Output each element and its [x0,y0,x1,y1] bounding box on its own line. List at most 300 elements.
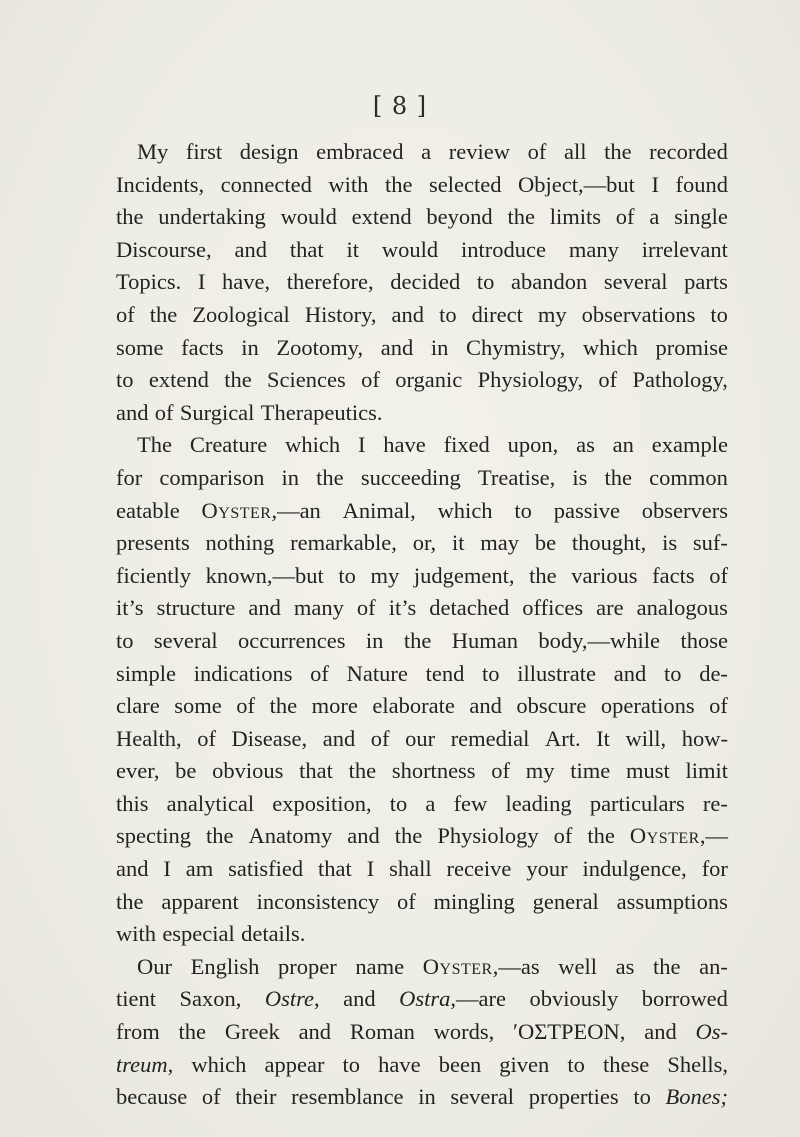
word-fragment: am [185,856,214,882]
word [514,495,532,528]
word-fragment: and [248,595,281,621]
word [426,201,492,234]
text-line [116,853,728,886]
word [225,1016,280,1049]
word-fragment: have [378,1051,421,1077]
word [357,592,376,625]
word [662,527,677,560]
word [116,918,156,951]
word [310,658,329,691]
word [444,429,490,462]
word [372,690,454,723]
word-fragment: which [582,334,638,360]
word [241,332,259,365]
word [569,234,619,267]
word [290,234,324,267]
word-fragment: that [299,758,333,784]
text-line [116,625,728,658]
word [423,951,540,984]
word-fragment: many [568,236,619,262]
word [567,1049,585,1082]
word-fragment: the [348,758,377,784]
word-fragment: observers [641,497,728,523]
word [452,527,465,560]
word-fragment: I [366,856,375,882]
word [505,788,571,821]
word-fragment: decided [390,269,461,295]
text-line [116,169,728,202]
word-fragment: to [389,790,408,816]
word-fragment: with [328,171,369,197]
word-fragment: ever, [116,758,160,784]
word [116,169,204,202]
text-line [116,918,728,951]
word [644,1016,677,1049]
word-fragment: parts [684,269,728,295]
word [385,169,413,202]
word-fragment: given [499,1051,550,1077]
word-fragment: the [116,888,144,914]
word [272,788,371,821]
word [434,886,515,919]
word [212,755,283,788]
word [675,169,728,202]
word-fragment: the [529,562,557,588]
word-fragment: upon, [507,432,559,458]
word-fragment: Oyster [201,497,272,523]
word-fragment: all [563,139,587,164]
word-fragment: to [633,1084,651,1110]
word-fragment: review [448,139,510,164]
word-fragment: obvious [212,758,284,784]
word [582,299,696,332]
text-line [116,266,728,299]
word [603,1049,649,1082]
word-fragment: shortness [391,758,476,784]
word [116,462,142,495]
word [116,886,144,919]
word [116,234,212,267]
word-fragment: I [651,171,659,197]
word [699,658,728,691]
word-fragment: undertaking [158,204,266,230]
word [116,853,149,886]
word-fragment: from [116,1019,160,1045]
word-fragment: leading [505,790,572,816]
word [449,136,510,169]
word [149,364,209,397]
word [240,136,299,169]
word-fragment: those [680,627,728,653]
word-fragment: with [116,921,157,947]
word-fragment: ,—are [450,986,506,1012]
word [583,332,638,365]
word [472,299,523,332]
text-line [116,234,728,267]
word-fragment: and [322,725,356,751]
word-fragment: Physiology [437,823,539,849]
word-fragment: particulars [589,790,685,816]
word [116,1081,187,1114]
word [651,169,659,202]
word-fragment: to [342,1051,361,1077]
word [116,495,180,528]
word-fragment: History, [304,301,377,327]
word [389,592,417,625]
word [287,266,374,299]
word-fragment: found [675,171,728,197]
word [709,690,728,723]
word-fragment: Sciences [267,367,346,393]
word-fragment: of [370,725,390,751]
word-fragment: de- [699,660,728,686]
word [545,723,581,756]
word [257,886,379,919]
word [439,299,457,332]
word [517,658,596,691]
word [682,723,728,756]
word-fragment: promise [655,334,728,360]
word-fragment: and [347,823,380,849]
word [439,1049,481,1082]
word-fragment: inconsistency [256,888,380,914]
word-fragment: of [154,399,174,425]
word [477,266,495,299]
word [352,201,412,234]
word [604,136,632,169]
word [554,495,620,528]
word-fragment: to [482,660,500,686]
text-line [116,462,728,495]
word [349,755,377,788]
word [582,853,686,886]
word-fragment: extend [351,204,412,230]
word [162,918,234,951]
word-fragment: well [558,953,597,979]
word [390,788,408,821]
word [316,136,403,169]
word-fragment: shall [389,856,432,882]
word-fragment: an- [699,953,728,979]
word [399,983,506,1016]
word [299,755,333,788]
word [684,266,728,299]
word-fragment: the [587,823,615,849]
word-fragment: assumptions [616,888,728,914]
word [202,1081,221,1114]
word-fragment: details. [241,921,306,947]
word [529,560,557,593]
word-fragment: name [355,953,405,979]
word [116,625,134,658]
word [421,136,431,169]
word-fragment: Anatomy [248,823,333,849]
text-line [116,527,728,560]
word [116,332,164,365]
word [316,462,344,495]
word-fragment: a [649,204,660,230]
word-fragment: passive [553,497,620,523]
word [404,625,432,658]
word [572,462,587,495]
word [305,299,377,332]
word-fragment: the [178,1019,207,1045]
text-line [116,690,728,723]
word-fragment: are [596,595,624,621]
word-fragment: my [537,301,567,327]
word [695,1016,728,1049]
word-fragment: of [615,204,635,230]
word [511,266,587,299]
word-fragment: Incidents, [116,171,205,197]
text-line [116,201,728,234]
word [518,169,635,202]
word [234,234,267,267]
word [371,723,390,756]
word-fragment: Greek [224,1019,280,1045]
word [653,951,681,984]
word-fragment: the [507,204,535,230]
word-fragment: Human [451,627,518,653]
word [680,625,728,658]
word [507,201,535,234]
word-fragment: would [381,236,439,262]
word-fragment: ,— [699,823,728,849]
word-fragment: treum [116,1051,168,1077]
word [649,462,728,495]
word [158,201,265,234]
word [179,983,241,1016]
word-fragment: Discourse, [116,236,212,262]
text-line [116,560,728,593]
word [633,1081,651,1114]
word [526,755,555,788]
word-fragment: Shells, [667,1051,728,1077]
word-fragment: Ostra [399,986,451,1012]
word [343,983,376,1016]
word [228,853,303,886]
word-fragment: recorded [649,139,728,164]
word-fragment: detached [429,595,510,621]
word [450,1081,514,1114]
word [616,951,635,984]
word [685,755,728,788]
word-fragment: apparent [161,888,239,914]
word [446,853,511,886]
word-fragment: irrelevant [641,236,728,262]
word-fragment: be [175,758,197,784]
word-fragment: fixed [443,432,490,458]
word [381,332,414,365]
word-fragment: tient [116,986,156,1012]
word-fragment: judgement, [413,562,515,588]
word-fragment: the [224,367,252,393]
word-fragment: my [525,758,555,784]
text-line [116,658,728,691]
word [418,1081,436,1114]
word [347,658,408,691]
word-fragment: , [167,1051,174,1077]
word [290,527,397,560]
word [343,495,416,528]
word-fragment: selected [429,171,502,197]
word-fragment: of [396,888,416,914]
word [159,462,264,495]
page-number: [ 8 ] [372,92,428,120]
word [642,495,728,528]
word [155,397,174,430]
word [535,527,556,560]
word [616,201,635,234]
word-fragment: observations [581,301,696,327]
word [358,429,366,462]
word-fragment: our [405,725,436,751]
word-fragment: Our [137,953,172,979]
word-fragment: Oyster [422,953,493,979]
word [558,951,597,984]
word-fragment: Art. [544,725,581,751]
body-text [116,136,728,1114]
word [397,886,416,919]
word [281,201,337,234]
word [202,495,321,528]
word [613,429,634,462]
word-fragment: elaborate [372,693,455,719]
word-fragment: is [662,530,678,556]
word-fragment: of [491,758,511,784]
word-fragment: Pathology, [632,367,728,393]
word-fragment: the [384,171,413,197]
word [522,592,583,625]
word [235,1081,276,1114]
word-fragment: remedial [450,725,530,751]
word-fragment: of [310,660,329,686]
word-fragment: thought, [571,530,647,556]
word [431,332,449,365]
word [355,951,404,984]
word [186,136,222,169]
word-fragment: and [391,301,425,327]
word [291,1081,403,1114]
word [454,788,488,821]
word [699,951,728,984]
word-fragment: and [116,856,149,882]
word-fragment: it [346,236,359,262]
word [452,625,518,658]
word-fragment: proper [278,953,337,979]
word [232,723,308,756]
word-fragment: ,—as [492,953,540,979]
word-fragment: of [709,562,728,588]
word-fragment: for [116,464,143,490]
word-fragment: the [316,464,344,490]
word-fragment: known,—but [205,562,324,588]
word [276,332,363,365]
word-fragment: and [469,693,502,719]
word [630,820,728,853]
word [181,332,223,365]
text-line [116,495,728,528]
word [299,1016,332,1049]
word [395,364,462,397]
word-fragment: design [239,139,299,164]
word-fragment: ʹΟΣΤΡΕΟΝ, [513,1019,626,1045]
word [529,1081,619,1114]
word-fragment: is [572,464,588,490]
word-fragment: of [197,725,216,751]
text-line [116,1049,728,1082]
word [378,1049,420,1082]
word-fragment: nothing [205,530,275,556]
text-line [116,299,728,332]
word-fragment: it [451,530,465,556]
word-fragment: a [421,139,432,164]
word-fragment: words, [433,1019,495,1045]
word [154,625,218,658]
word-fragment: or, [412,530,437,556]
word-fragment: appear [264,1051,325,1077]
word [116,690,160,723]
word-fragment: Treatise, [477,464,556,490]
word-fragment: illustrate [517,660,597,686]
word [382,234,438,267]
word-fragment: succeeding [360,464,461,490]
word-fragment: re- [702,790,728,816]
word [249,820,333,853]
word-fragment: to [439,301,457,327]
word-fragment: how- [681,725,728,751]
word-fragment: that [289,236,324,262]
word [186,853,214,886]
text-line [116,983,728,1016]
word [429,592,509,625]
word [192,299,289,332]
word [499,1049,549,1082]
word [526,853,567,886]
word [206,527,275,560]
word [642,983,728,1016]
word [529,983,618,1016]
word-fragment: Os- [695,1019,728,1045]
word [596,723,610,756]
word [614,658,647,691]
word-fragment: may [480,530,520,556]
word-fragment: would [280,204,337,230]
word-fragment: specting [116,823,191,849]
word [395,820,423,853]
word-fragment: of [553,823,573,849]
word [469,690,502,723]
word [366,625,384,658]
word-fragment: clare [116,693,160,719]
text-line [116,788,728,821]
word [570,755,610,788]
word-fragment: to [116,627,134,653]
word-fragment: I [197,269,206,295]
word-fragment: must [625,758,670,784]
word-fragment: because [116,1084,188,1110]
word [116,266,181,299]
word-fragment: body,—while [538,627,661,653]
word [491,755,510,788]
word [572,527,646,560]
word [576,429,595,462]
word-fragment: comparison [159,464,265,490]
word [197,723,216,756]
text-line [116,886,728,919]
word-fragment: Zootomy, [276,334,364,360]
word [571,560,637,593]
